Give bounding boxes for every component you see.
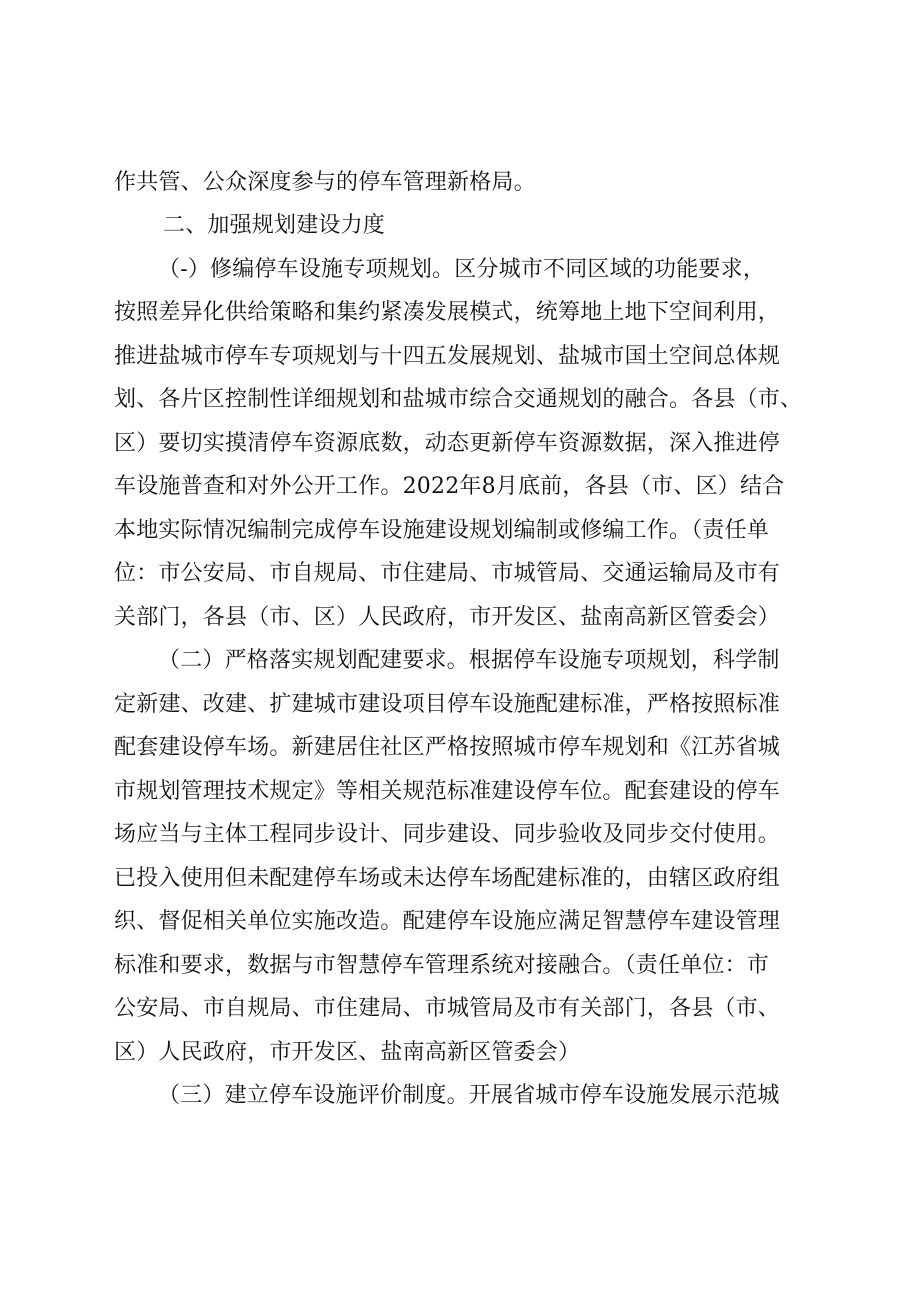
text-line: 车设施普查和对外公开工作。2022年8月底前，各县（市、区）结合 [114,474,785,499]
text-line: 划、各片区控制性详细规划和盐城市综合交通规划的融合。各县（市、 [114,387,803,412]
text-line: 关部门，各县（市、区）人民政府，市开发区、盐南高新区管委会） [114,605,781,630]
text-line: 标准和要求，数据与市智慧停车管理系统对接融合。（责任单位：市 [114,953,770,978]
text-line: 定新建、改建、扩建城市建设项目停车设施配建标准，严格按照标准 [114,692,781,717]
text-line: 市规划管理技术规定》等相关规范标准建设停车位。配套建设的停车 [114,779,781,804]
text-line: 织、督促相关单位实施改造。配建停车设施应满足智慧停车建设管理 [114,909,781,934]
text-line: （-）修编停车设施专项规划。区分城市不同区域的功能要求， [158,257,766,282]
text-line: 位：市公安局、市自规局、市住建局、市城管局、交通运输局及市有 [114,561,781,586]
section-heading: 二、加强规划建设力度 [163,213,386,238]
text-line: 公安局、市自规局、市住建局、市城管局及市有关部门，各县（市、 [114,996,781,1021]
text-line: 区）人民政府，市开发区、盐南高新区管委会） [114,1040,581,1065]
text-line: 区）要切实摸清停车资源底数，动态更新停车资源数据，深入推进停 [114,431,781,456]
text-line: 推进盐城市停车专项规划与十四五发展规划、盐城市国土空间总体规 [114,344,781,369]
text-line: 已投入使用但未配建停车场或未达停车场配建标准的，由辖区政府组 [114,866,781,891]
text-line: 作共管、公众深度参与的停车管理新格局。 [114,170,536,195]
text-line: （三）建立停车设施评价制度。开展省城市停车设施发展示范城 [158,1083,780,1108]
text-line: 本地实际情况编制完成停车设施建设规划编制或修编工作。（责任单 [114,518,770,543]
text-line: 按照差异化供给策略和集约紧凑发展模式，统筹地上地下空间利用， [114,300,781,325]
text-line: 配套建设停车场。新建居住社区严格按照城市停车规划和《江苏省城 [114,735,781,760]
text-line: 场应当与主体工程同步设计、同步建设、同步验收及同步交付使用。 [114,822,781,847]
text-line: （二）严格落实规划配建要求。根据停车设施专项规划，科学制 [158,648,780,673]
